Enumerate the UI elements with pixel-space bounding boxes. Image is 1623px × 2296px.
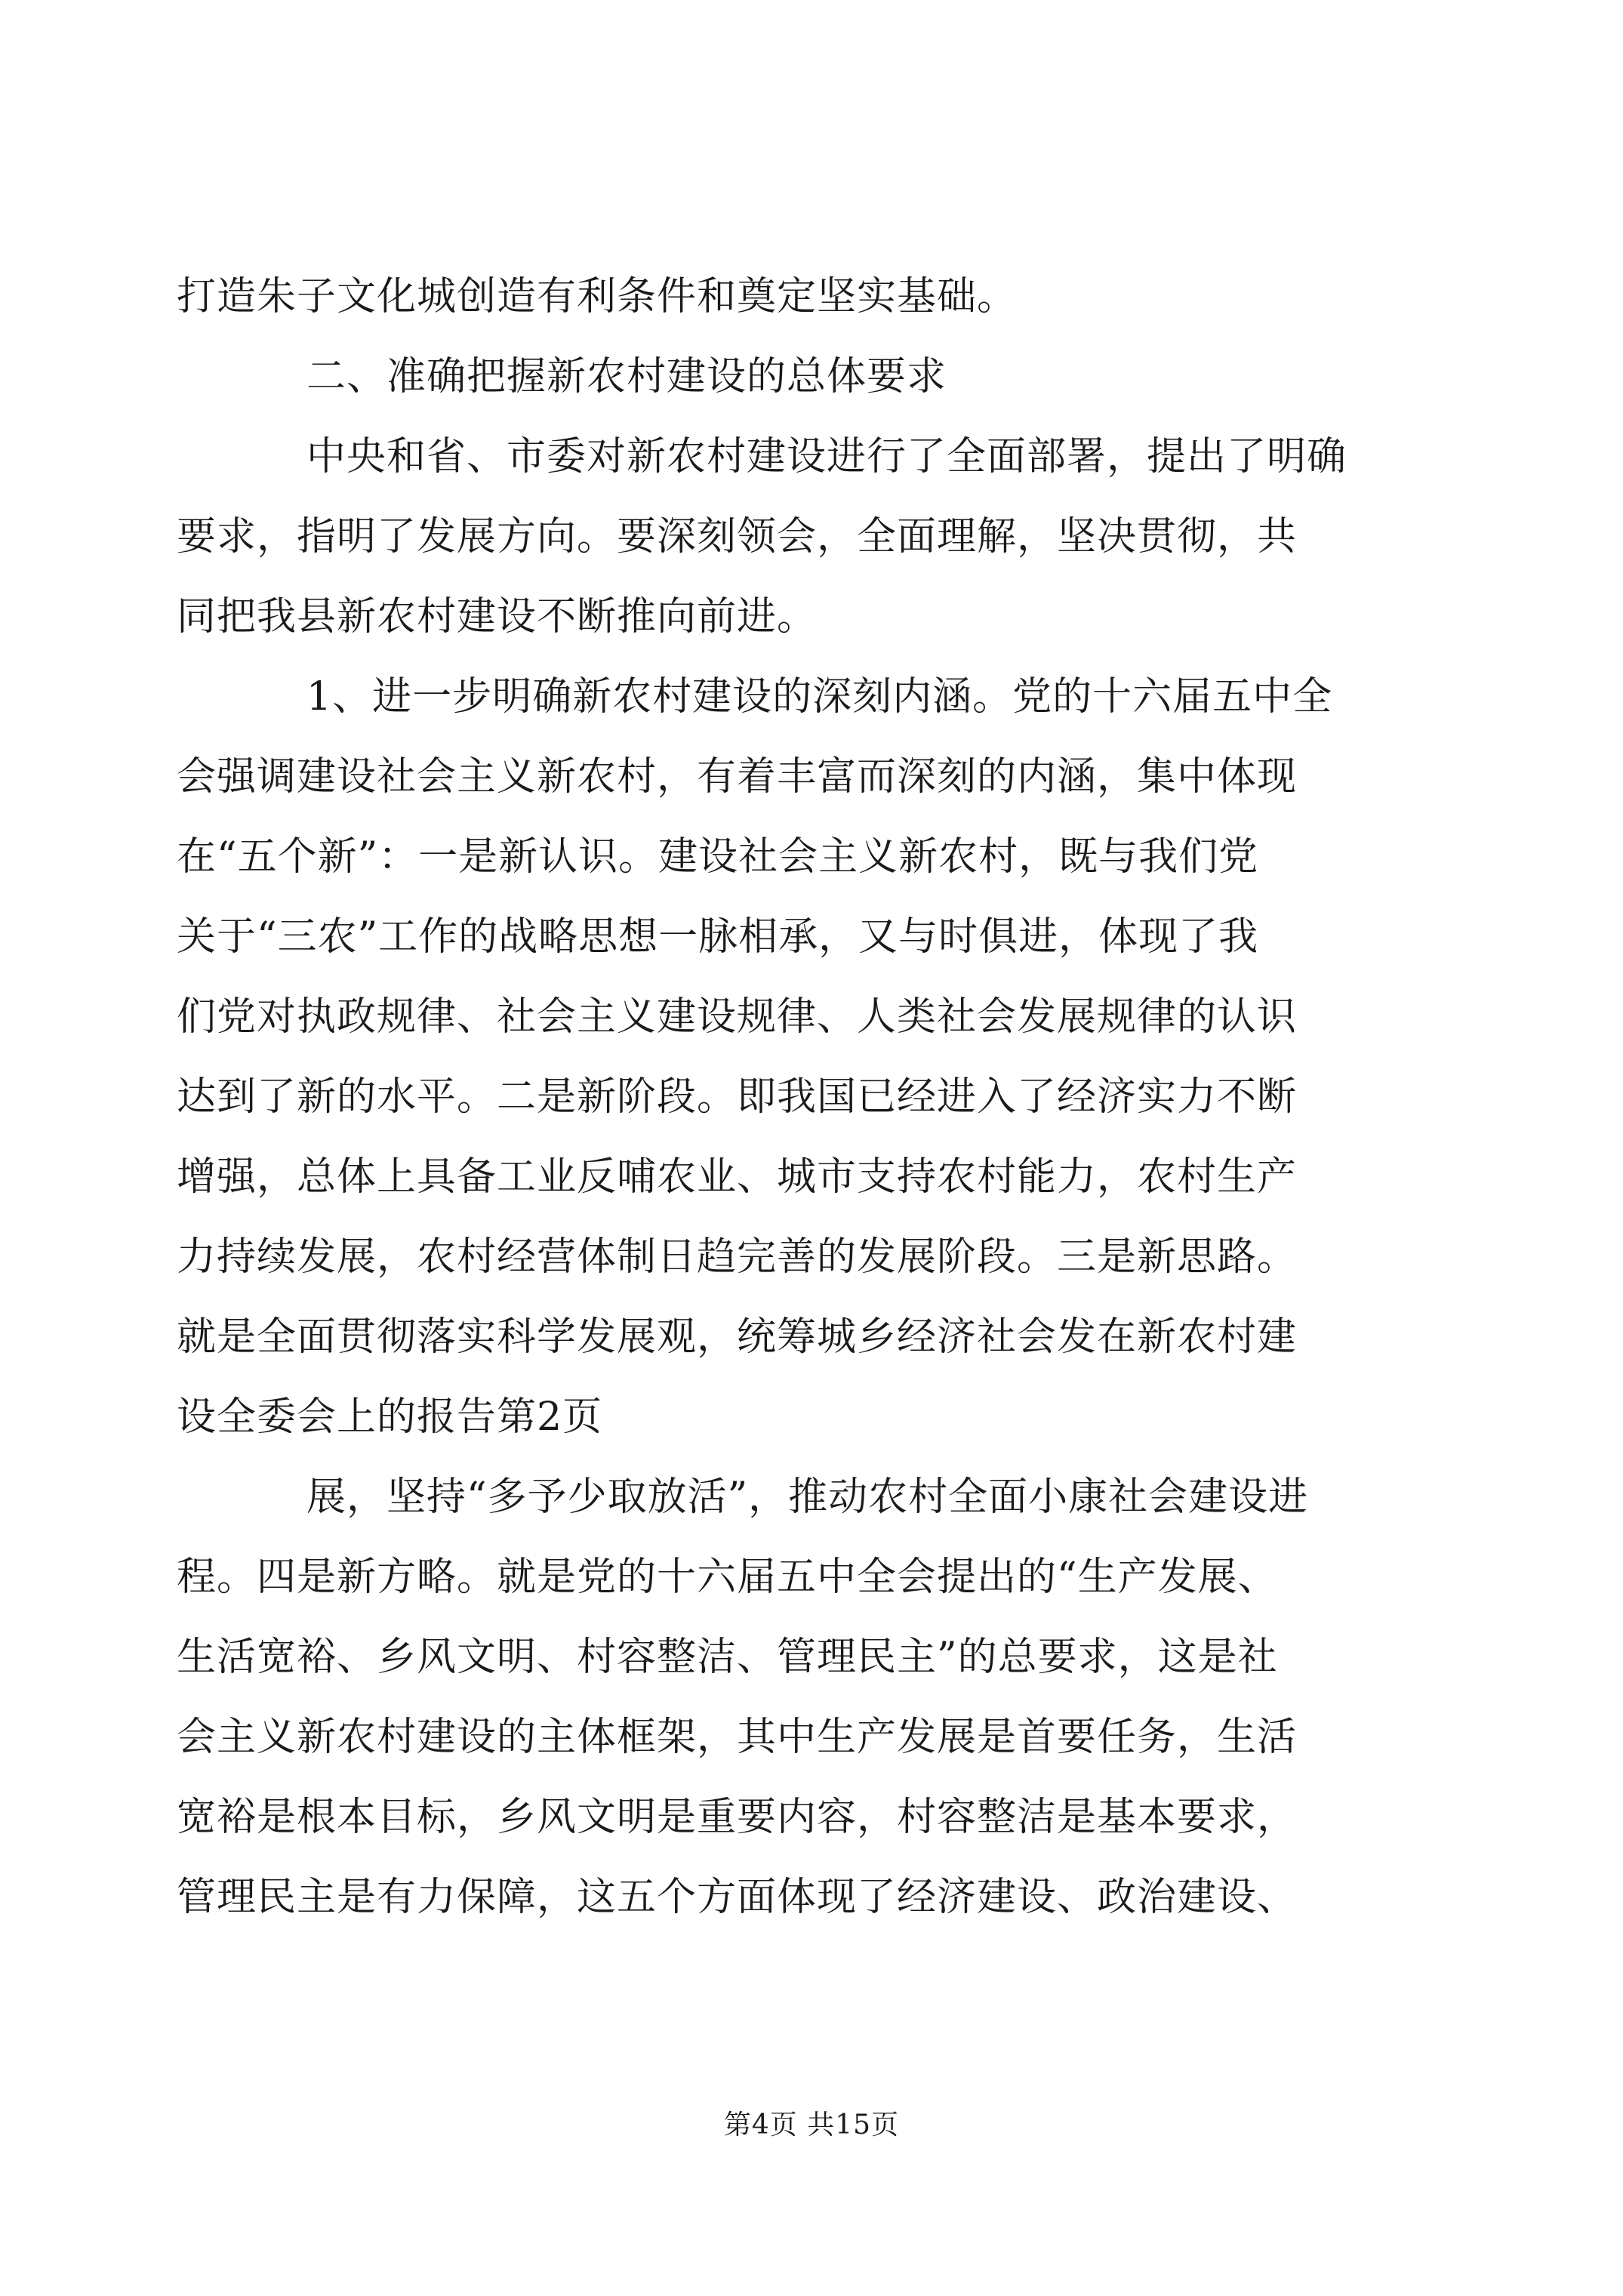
text-line: 达到了新的水平。二是新阶段。即我国已经进入了经济实力不断 [177, 1074, 1298, 1120]
text-line: 展，坚持“多予少取放活”，推动农村全面小康社会建设进 [306, 1475, 1309, 1520]
text-line: 同把我县新农村建设不断推向前进。 [177, 594, 818, 639]
document-body [177, 257, 1452, 1937]
text-line: 在“五个新”：一是新认识。建设社会主义新农村，既与我们党 [177, 834, 1259, 880]
text-line: 程。四是新方略。就是党的十六届五中全会提出的“生产发展、 [177, 1555, 1278, 1600]
text-line: 设全委会上的报告第2页 [177, 1395, 603, 1440]
text-line: 增强，总体上具备工业反哺农业、城市支持农村能力，农村生产 [177, 1154, 1298, 1200]
text-line: 力持续发展，农村经营体制日趋完善的发展阶段。三是新思路。 [177, 1234, 1298, 1280]
page-number-footer: 第4页 共15页 [723, 2110, 900, 2140]
text-line: 打造朱子文化城创造有利条件和奠定坚实基础。 [177, 274, 1018, 319]
text-line: 宽裕是根本目标，乡风文明是重要内容，村容整洁是基本要求， [177, 1795, 1298, 1840]
section-heading: 二、准确把握新农村建设的总体要求 [306, 354, 947, 399]
text-line: 会主义新农村建设的主体框架，其中生产发展是首要任务，生活 [177, 1715, 1298, 1760]
text-line: 生活宽裕、乡风文明、村容整洁、管理民主”的总要求，这是社 [177, 1635, 1278, 1680]
text-line: 们党对执政规律、社会主义建设规律、人类社会发展规律的认识 [177, 994, 1298, 1040]
text-line: 1、进一步明确新农村建设的深刻内涵。党的十六届五中全 [306, 674, 1333, 720]
text-line: 中央和省、市委对新农村建设进行了全面部署，提出了明确 [306, 434, 1347, 479]
text-line: 关于“三农”工作的战略思想一脉相承，又与时俱进，体现了我 [177, 914, 1259, 960]
text-line: 就是全面贯彻落实科学发展观，统筹城乡经济社会发在新农村建 [177, 1314, 1298, 1360]
text-line: 会强调建设社会主义新农村，有着丰富而深刻的内涵，集中体现 [177, 754, 1298, 800]
text-line: 要求，指明了发展方向。要深刻领会，全面理解，坚决贯彻，共 [177, 514, 1298, 559]
text-line: 管理民主是有力保障，这五个方面体现了经济建设、政治建设、 [177, 1875, 1298, 1920]
